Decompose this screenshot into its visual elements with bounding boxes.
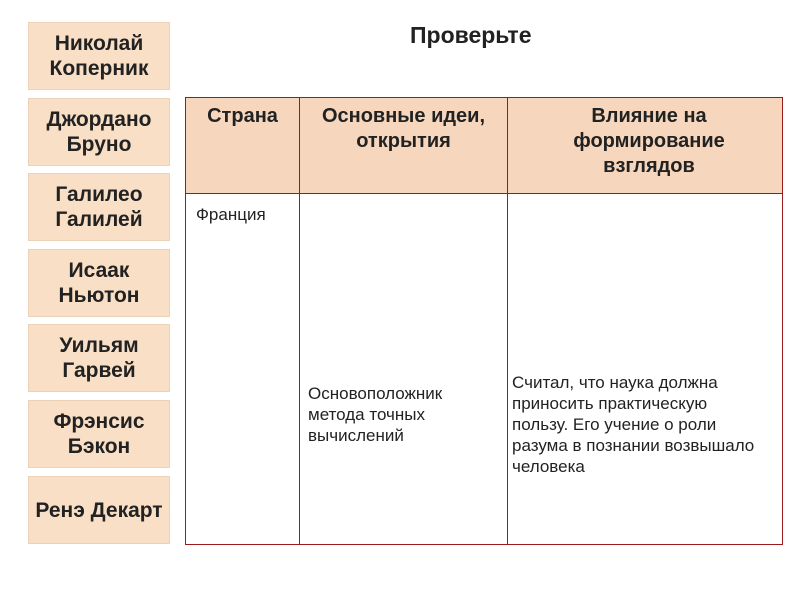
table-cell-country: Франция xyxy=(196,205,266,224)
sidebar-item-copernicus[interactable]: Николай Коперник xyxy=(28,22,170,90)
table-divider xyxy=(186,193,782,194)
column-header-country: Страна xyxy=(207,105,278,127)
table-cell-influence: Считал, что наука должна приносить практическую пользу. Его учение о роли разума в познании возвышало человека xyxy=(512,373,755,476)
sidebar-item-galileo[interactable]: Галилео Галилей xyxy=(28,173,170,241)
info-table xyxy=(185,97,783,545)
page-title: Проверьте xyxy=(410,22,532,48)
sidebar-item-bacon[interactable]: Фрэнсис Бэкон xyxy=(28,400,170,468)
sidebar-item-harvey[interactable]: Уильям Гарвей xyxy=(28,324,170,392)
column-divider xyxy=(507,98,508,544)
sidebar-item-bruno[interactable]: Джордано Бруно xyxy=(28,98,170,166)
column-divider xyxy=(299,98,300,544)
column-header-ideas: Основные идеи, открытия xyxy=(321,105,486,152)
column-header-influence: Влияние на формирование взглядов xyxy=(573,105,725,177)
sidebar-item-newton[interactable]: Исаак Ньютон xyxy=(28,249,170,317)
table-cell-ideas: Основоположник метода точных вычислений xyxy=(308,384,443,445)
sidebar-item-descartes[interactable]: Ренэ Декарт xyxy=(28,476,170,544)
